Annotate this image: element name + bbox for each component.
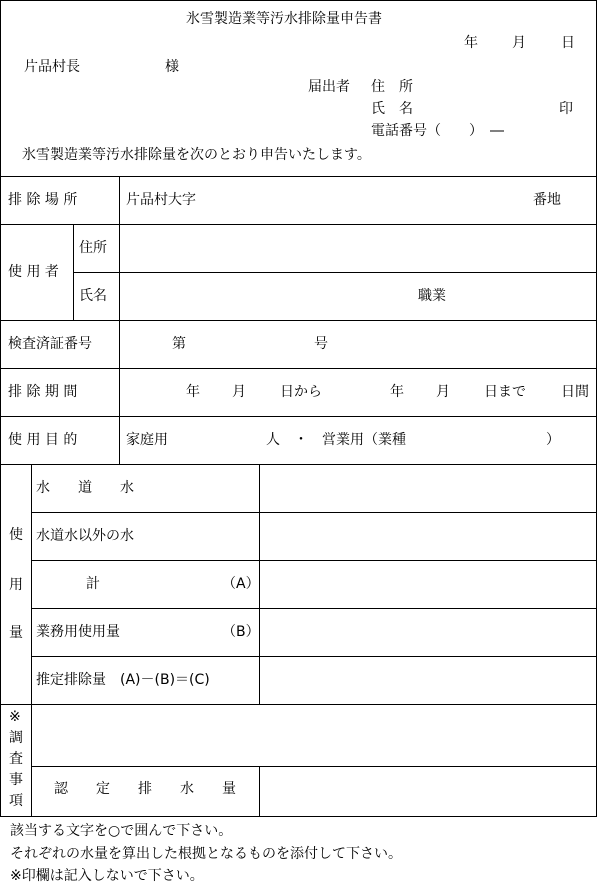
user-name-label: 氏名	[79, 288, 107, 304]
honorific: 様	[165, 59, 179, 75]
name-label: 氏 名	[371, 101, 413, 117]
usage-label-char: 使	[9, 527, 23, 543]
period-label: 排 除 期 間	[8, 384, 78, 400]
purpose-business: 人 ・ 営業用（業種	[266, 432, 406, 448]
user-label: 使 用 者	[8, 264, 59, 280]
occupation-label: 職業	[418, 288, 446, 304]
recipient: 片品村長	[24, 59, 80, 75]
divider	[73, 272, 597, 273]
date-month-label: 月	[512, 35, 526, 51]
statement: 氷雪製造業等汚水排除量を次のとおり申告いたします。	[22, 147, 371, 163]
usage-label-char: 量	[9, 625, 23, 641]
form-title: 氷雪製造業等汚水排除量申告書	[186, 11, 382, 27]
divider	[31, 766, 597, 767]
divider	[0, 176, 597, 177]
purpose-label: 使 用 目 的	[8, 432, 78, 448]
phone-label: 電話番号（ ） ―	[371, 123, 504, 139]
survey-label-char: 査	[9, 751, 23, 767]
divider	[31, 656, 597, 657]
divider	[31, 512, 597, 513]
period-year-1: 年	[186, 384, 200, 400]
col-divider	[119, 176, 120, 464]
divider	[0, 704, 597, 705]
purpose-household: 家庭用	[126, 432, 168, 448]
col-divider	[259, 766, 260, 816]
business-use-label: 業務用使用量	[36, 624, 120, 640]
survey-label-char: 調	[9, 730, 23, 746]
discharge-place-value: 片品村大字	[126, 192, 196, 208]
user-address-label: 住所	[79, 240, 107, 256]
period-year-2: 年	[390, 384, 404, 400]
usage-label-char: 用	[9, 577, 23, 593]
divider	[31, 608, 597, 609]
inspection-label: 検査済証番号	[8, 336, 92, 352]
other-water-label: 水道水以外の水	[36, 528, 134, 544]
total-mark: （A）	[222, 576, 260, 592]
divider	[0, 320, 597, 321]
total-label: 計	[86, 576, 100, 592]
border-left	[0, 0, 1, 817]
divider	[0, 416, 597, 417]
period-month-2: 月	[436, 384, 450, 400]
period-month-1: 月	[232, 384, 246, 400]
period-from: 日から	[280, 384, 322, 400]
divider	[0, 368, 597, 369]
inspection-suffix: 号	[314, 336, 328, 352]
survey-label-char: 事	[9, 772, 23, 788]
period-days: 日間	[561, 384, 589, 400]
estimated-discharge-label: 推定排除量 (A)－(B)＝(C)	[36, 672, 210, 688]
approved-discharge-label: 認 定 排 水 量	[54, 781, 236, 797]
purpose-close: ）	[546, 432, 560, 448]
col-divider	[31, 464, 32, 816]
discharge-place-label: 排 除 場 所	[8, 192, 78, 208]
col-divider	[73, 224, 74, 320]
border-top	[0, 0, 597, 1]
date-day-label: 日	[561, 35, 575, 51]
survey-label-char: 項	[9, 793, 23, 809]
inspection-prefix: 第	[172, 336, 186, 352]
period-to: 日まで	[484, 384, 526, 400]
seal-mark: 印	[559, 101, 573, 117]
border-bottom	[0, 816, 597, 817]
date-year-label: 年	[464, 35, 478, 51]
note-line: それぞれの水量を算出した根拠となるものを添付して下さい。	[10, 846, 402, 862]
divider	[31, 560, 597, 561]
business-use-mark: （B）	[222, 624, 260, 640]
note-line: 該当する文字を○で囲んで下さい。	[10, 823, 233, 839]
applicant-label: 届出者	[308, 79, 350, 95]
survey-label-char: ※	[9, 709, 21, 725]
discharge-place-suffix: 番地	[533, 192, 561, 208]
tap-water-label: 水 道 水	[36, 480, 134, 496]
note-line: ※印欄は記入しないで下さい。	[10, 868, 204, 884]
divider	[0, 224, 597, 225]
address-label: 住 所	[371, 79, 413, 95]
divider	[0, 464, 597, 465]
